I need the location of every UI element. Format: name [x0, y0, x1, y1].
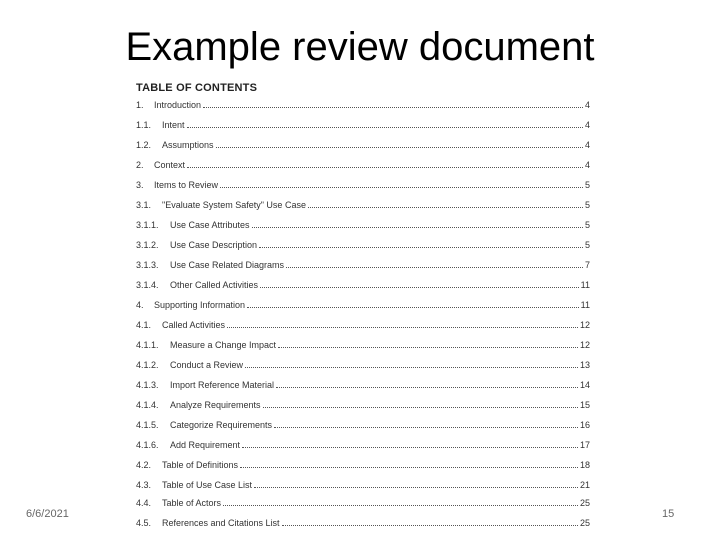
toc-entry-page: 5 [584, 180, 590, 190]
toc-entry-page: 11 [580, 300, 590, 310]
toc-entry-number: 4.3. [136, 480, 152, 490]
toc-entry-title: Table of Definitions [162, 460, 239, 470]
toc-leader-dots [242, 447, 578, 448]
toc-entry[interactable] [128, 458, 590, 470]
toc-entry[interactable] [128, 358, 590, 370]
toc-entry[interactable] [128, 138, 590, 150]
toc-entry[interactable] [128, 198, 590, 210]
footer-date: 6/6/2021 [26, 508, 69, 520]
toc-entry[interactable] [128, 338, 590, 350]
toc-leader-dots [227, 327, 578, 328]
toc-leader-dots [274, 427, 578, 428]
toc-leader-dots [187, 167, 583, 168]
toc-entry[interactable] [128, 118, 590, 130]
toc-entry-number: 4.1. [136, 320, 152, 330]
toc-entry-title: Categorize Requirements [170, 420, 273, 430]
toc-entry-title: Introduction [154, 100, 202, 110]
toc-entry-page: 21 [579, 480, 590, 490]
toc-leader-dots [263, 407, 578, 408]
toc-leader-dots [252, 227, 583, 228]
toc-entry-title: Assumptions [162, 140, 214, 150]
toc-entry-title: Other Called Activities [170, 280, 259, 290]
toc-entry-page: 4 [584, 100, 590, 110]
toc-entry-page: 17 [579, 440, 590, 450]
toc-entry-number: 1.1. [136, 120, 152, 130]
toc-leader-dots [220, 187, 583, 188]
toc-entry[interactable] [128, 516, 590, 528]
toc-leader-dots [260, 287, 579, 288]
slide-number: 15 [662, 508, 675, 520]
toc-entry[interactable] [128, 398, 590, 410]
toc-entry-title: Use Case Description [170, 240, 258, 250]
toc-leader-dots [187, 127, 583, 128]
toc-entry[interactable] [128, 158, 590, 170]
toc-entry[interactable] [128, 378, 590, 390]
toc-leader-dots [276, 387, 578, 388]
slide-title: Example review document [125, 25, 595, 69]
toc-entry-title: Conduct a Review [170, 360, 244, 370]
toc-entry-page: 13 [579, 360, 590, 370]
toc-entry-number: 1.2. [136, 140, 152, 150]
toc-leader-dots [203, 107, 583, 108]
toc-entry-title: References and Citations List [162, 518, 280, 528]
toc-entry-page: 4 [584, 140, 590, 150]
toc-leader-dots [308, 207, 583, 208]
toc-entry[interactable] [128, 238, 590, 250]
toc-entry[interactable] [128, 278, 590, 290]
toc-entry[interactable] [128, 418, 590, 430]
toc-leader-dots [247, 307, 579, 308]
toc-entry[interactable] [128, 318, 590, 330]
toc-entry-page: 12 [579, 320, 590, 330]
toc-entry-number: 4.1.3. [136, 380, 159, 390]
toc-entry-title: Called Activities [162, 320, 226, 330]
toc-entry-number: 3.1. [136, 200, 152, 210]
toc-entry-title: Intent [162, 120, 185, 130]
toc-leader-dots [216, 147, 583, 148]
toc-entry-title: Context [154, 160, 186, 170]
toc-entry-title: Import Reference Material [170, 380, 275, 390]
toc-leader-dots [254, 487, 578, 488]
toc-entry-number: 3.1.4. [136, 280, 159, 290]
toc-entry[interactable] [128, 178, 590, 190]
toc-entry-page: 25 [579, 518, 590, 528]
toc-entry-number: 2. [136, 160, 144, 170]
toc-leader-dots [245, 367, 578, 368]
toc-entry-title: Supporting Information [154, 300, 246, 310]
toc-entry[interactable] [128, 438, 590, 450]
toc-entry-number: 1. [136, 100, 144, 110]
toc-entry-page: 15 [579, 400, 590, 410]
toc-entry-number: 4.1.4. [136, 400, 159, 410]
toc-entry-page: 5 [584, 220, 590, 230]
toc-entry[interactable] [128, 218, 590, 230]
toc-entry-number: 4. [136, 300, 144, 310]
toc-entry-number: 4.1.5. [136, 420, 159, 430]
toc-entry[interactable] [128, 98, 590, 110]
toc-entry-number: 3.1.1. [136, 220, 159, 230]
toc-entry-title: Table of Use Case List [162, 480, 253, 490]
toc-entry-number: 4.2. [136, 460, 152, 470]
toc-entry-page: 12 [579, 340, 590, 350]
toc-entry-number: 3. [136, 180, 144, 190]
toc-leader-dots [282, 525, 578, 526]
toc-entry-number: 4.5. [136, 518, 152, 528]
toc-leader-dots [286, 267, 583, 268]
toc-entry-page: 4 [584, 120, 590, 130]
toc-entry-number: 4.1.6. [136, 440, 159, 450]
toc-entry-page: 25 [579, 498, 590, 508]
toc-leader-dots [278, 347, 578, 348]
toc-entry-title: Measure a Change Impact [170, 340, 277, 350]
toc-entry-title: Use Case Related Diagrams [170, 260, 285, 270]
toc-entry-number: 4.1.1. [136, 340, 159, 350]
toc-leader-dots [240, 467, 578, 468]
toc-entry-page: 4 [584, 160, 590, 170]
toc-entry[interactable] [128, 478, 590, 490]
toc-entry-number: 3.1.2. [136, 240, 159, 250]
toc-entry-number: 3.1.3. [136, 260, 159, 270]
toc-leader-dots [223, 505, 578, 506]
table-of-contents [128, 78, 590, 530]
toc-entry[interactable] [128, 496, 590, 508]
toc-entry-title: "Evaluate System Safety" Use Case [162, 200, 306, 210]
toc-entry-title: Items to Review [154, 180, 219, 190]
toc-entry-page: 11 [580, 280, 590, 290]
toc-entry-page: 7 [584, 260, 590, 270]
toc-entry-page: 18 [579, 460, 590, 470]
toc-heading: TABLE OF CONTENTS [136, 82, 258, 94]
toc-entry-title: Analyze Requirements [170, 400, 261, 410]
toc-entry-page: 16 [579, 420, 590, 430]
toc-entry-page: 5 [584, 200, 590, 210]
toc-entry-number: 4.1.2. [136, 360, 159, 370]
toc-entry-title: Table of Actors [162, 498, 222, 508]
toc-entry-title: Add Requirement [170, 440, 241, 450]
toc-leader-dots [259, 247, 583, 248]
toc-entry-title: Use Case Attributes [170, 220, 250, 230]
toc-entry-page: 14 [579, 380, 590, 390]
toc-entry[interactable] [128, 298, 590, 310]
toc-entry-number: 4.4. [136, 498, 152, 508]
toc-entry-page: 5 [584, 240, 590, 250]
toc-entry[interactable] [128, 258, 590, 270]
